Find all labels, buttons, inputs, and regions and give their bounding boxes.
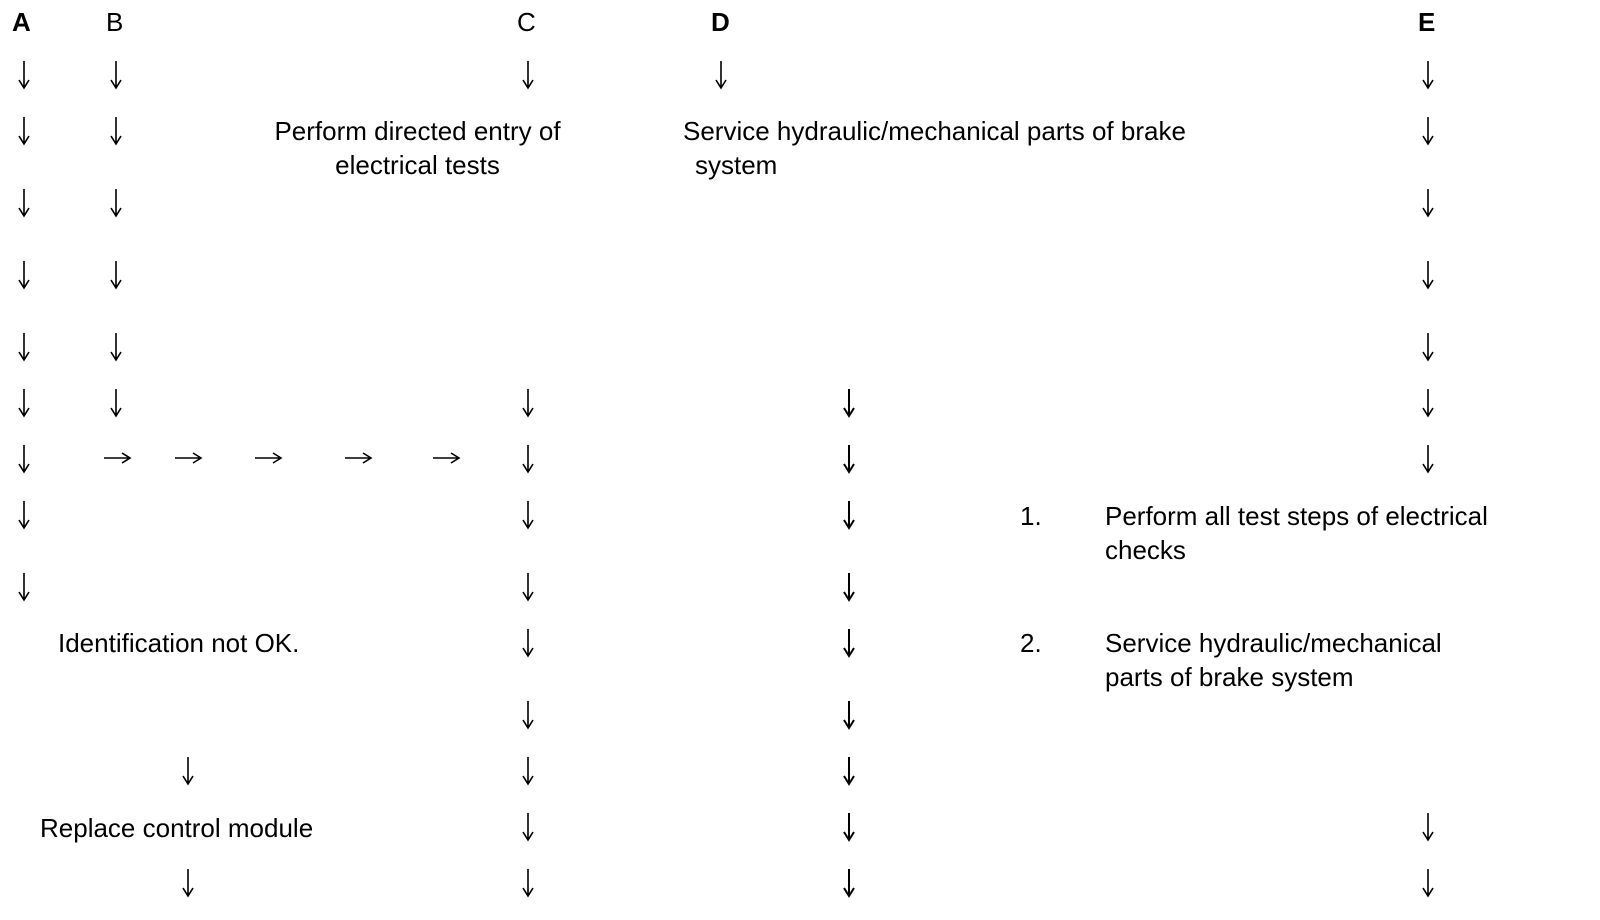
column-header-b: B — [106, 7, 124, 37]
down-arrow-icon — [839, 754, 859, 788]
down-arrow-icon — [1418, 866, 1438, 900]
down-arrow-icon — [711, 58, 731, 92]
right-arrow-icon — [343, 448, 373, 468]
down-arrow-icon — [14, 186, 34, 220]
step-identification-not-ok: Identification not OK. — [58, 628, 300, 658]
down-arrow-icon — [14, 498, 34, 532]
down-arrow-icon — [1418, 114, 1438, 148]
step-service-brake-line-1: Service hydraulic/mechanical parts of brake — [683, 116, 1186, 146]
column-header-a: A — [12, 7, 31, 37]
list-item-1-line-1: Perform all test steps of electrical — [1105, 501, 1488, 531]
down-arrow-icon — [839, 698, 859, 732]
down-arrow-icon — [178, 754, 198, 788]
down-arrow-icon — [1418, 186, 1438, 220]
down-arrow-icon — [839, 626, 859, 660]
down-arrow-icon — [14, 386, 34, 420]
down-arrow-icon — [518, 58, 538, 92]
step-service-brake-line-2: system — [695, 150, 778, 180]
down-arrow-icon — [14, 114, 34, 148]
list-item-2 — [1105, 626, 1442, 694]
down-arrow-icon — [839, 570, 859, 604]
down-arrow-icon — [14, 570, 34, 604]
down-arrow-icon — [14, 58, 34, 92]
down-arrow-icon — [518, 442, 538, 476]
down-arrow-icon — [1418, 810, 1438, 844]
down-arrow-icon — [518, 810, 538, 844]
right-arrow-icon — [431, 448, 461, 468]
down-arrow-icon — [518, 698, 538, 732]
step-directed-entry — [230, 114, 605, 182]
down-arrow-icon — [14, 330, 34, 364]
right-arrow-icon — [102, 448, 132, 468]
down-arrow-icon — [1418, 58, 1438, 92]
down-arrow-icon — [518, 866, 538, 900]
list-number-2: 2. — [1020, 628, 1042, 658]
down-arrow-icon — [106, 114, 126, 148]
list-item-2-line-1: Service hydraulic/mechanical — [1105, 628, 1442, 658]
list-item-1 — [1105, 499, 1488, 567]
down-arrow-icon — [518, 754, 538, 788]
list-number-1: 1. — [1020, 501, 1042, 531]
down-arrow-icon — [839, 442, 859, 476]
down-arrow-icon — [106, 386, 126, 420]
column-header-e: E — [1418, 7, 1436, 37]
right-arrow-icon — [173, 448, 203, 468]
list-item-1-line-2: checks — [1105, 535, 1186, 565]
down-arrow-icon — [518, 498, 538, 532]
down-arrow-icon — [14, 442, 34, 476]
down-arrow-icon — [1418, 330, 1438, 364]
column-header-d: D — [711, 7, 730, 37]
down-arrow-icon — [106, 186, 126, 220]
down-arrow-icon — [518, 386, 538, 420]
down-arrow-icon — [839, 810, 859, 844]
step-service-brake — [683, 114, 1186, 182]
down-arrow-icon — [106, 258, 126, 292]
step-directed-entry-line-2: electrical tests — [335, 150, 500, 180]
down-arrow-icon — [106, 58, 126, 92]
step-replace-control-module: Replace control module — [40, 813, 314, 843]
down-arrow-icon — [1418, 386, 1438, 420]
down-arrow-icon — [518, 570, 538, 604]
down-arrow-icon — [106, 330, 126, 364]
right-arrow-icon — [253, 448, 283, 468]
down-arrow-icon — [14, 258, 34, 292]
down-arrow-icon — [518, 626, 538, 660]
down-arrow-icon — [1418, 442, 1438, 476]
column-header-c: C — [517, 7, 536, 37]
down-arrow-icon — [178, 866, 198, 900]
down-arrow-icon — [839, 386, 859, 420]
down-arrow-icon — [1418, 258, 1438, 292]
down-arrow-icon — [839, 866, 859, 900]
step-directed-entry-line-1: Perform directed entry of — [274, 116, 561, 146]
down-arrow-icon — [839, 498, 859, 532]
list-item-2-line-2: parts of brake system — [1105, 662, 1354, 692]
